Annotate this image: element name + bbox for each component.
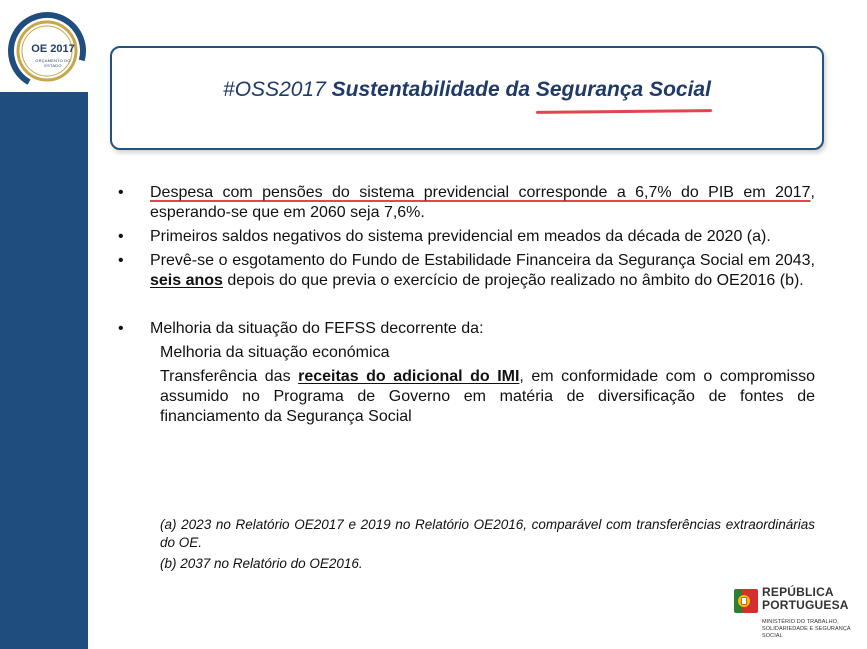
- portugal-emblem-icon: [732, 585, 760, 617]
- pension-expense-rest: , esperando-se que em 2060 seja 7,6%.: [150, 184, 815, 221]
- republica-portuguesa-brand: [732, 585, 857, 637]
- negative-balances-text: Primeiros saldos negativos do sistema previdencial em meados da década de 2020 (a).: [150, 228, 771, 245]
- bullet-marker: •: [118, 320, 124, 337]
- bullet-negative-balances: [118, 227, 815, 247]
- bullet-marker: •: [118, 228, 124, 245]
- pension-expense-highlight: Despesa com pensões do sistema previdencial corresponde a 6,7% do PIB em 2017: [150, 184, 811, 201]
- bullet-list: [118, 183, 815, 427]
- side-bar: [0, 92, 88, 649]
- bullet-marker: •: [118, 184, 124, 201]
- imi-transfer-before: Transferência das: [160, 368, 299, 385]
- page-title: [112, 78, 822, 102]
- fund-exhaustion-emph: seis anos: [150, 272, 223, 289]
- footnotes: [160, 516, 815, 576]
- sub-item-imi-transfer: [118, 367, 815, 427]
- footnote-b: (b) 2037 no Relatório do OE2016.: [160, 556, 363, 571]
- title-hashtag: #OSS2017: [223, 78, 326, 101]
- title-prefix: Sustentabilidade da: [331, 78, 536, 101]
- brand-name-line1: REPÚBLICA: [762, 585, 834, 599]
- fund-exhaustion-before: Prevê-se o esgotamento do Fundo de Estabilidade Financeira da Segurança Social em 2043,: [150, 252, 815, 269]
- bullet-fund-exhaustion: [118, 251, 815, 291]
- brand-ministry-line1: MINISTÉRIO DO TRABALHO,: [762, 619, 839, 625]
- brand-name-line2: PORTUGUESA: [762, 598, 849, 612]
- fefss-improvement-text: Melhoria da situação do FEFSS decorrente da:: [150, 320, 484, 337]
- logo-sub: ORÇAMENTO DO ESTADO: [35, 58, 71, 68]
- brand-ministry-line2: SOLIDARIEDADE E SEGURANÇA SOCIAL: [762, 626, 851, 639]
- title-box: [110, 46, 824, 150]
- oe2017-logo: [6, 10, 88, 92]
- title-highlight: Segurança Social: [535, 78, 711, 101]
- footnote-a: (a) 2023 no Relatório OE2017 e 2019 no Relatório OE2016, comparável com transferências extraordinárias do OE.: [160, 517, 815, 550]
- fund-exhaustion-after: depois do que previa o exercício de projeção realizado no âmbito do OE2016 (b).: [222, 272, 804, 289]
- sub-item-economic: Melhoria da situação económica: [160, 344, 390, 361]
- title-underline: [536, 109, 712, 114]
- imi-transfer-after: , em conformidade com o compromisso assumido no Programa de Governo em matéria de diversificação de fontes de financiamento da Segurança Social: [160, 368, 815, 425]
- brand-ministry: [762, 619, 857, 640]
- bullet-pension-expense: [118, 183, 815, 223]
- bullet-fefss-improvement: [118, 319, 815, 339]
- bullet-marker: •: [118, 252, 124, 269]
- brand-name: [762, 586, 849, 612]
- imi-transfer-emph: receitas do adicional do IMI: [298, 368, 520, 385]
- logo-label: OE 2017: [31, 43, 75, 55]
